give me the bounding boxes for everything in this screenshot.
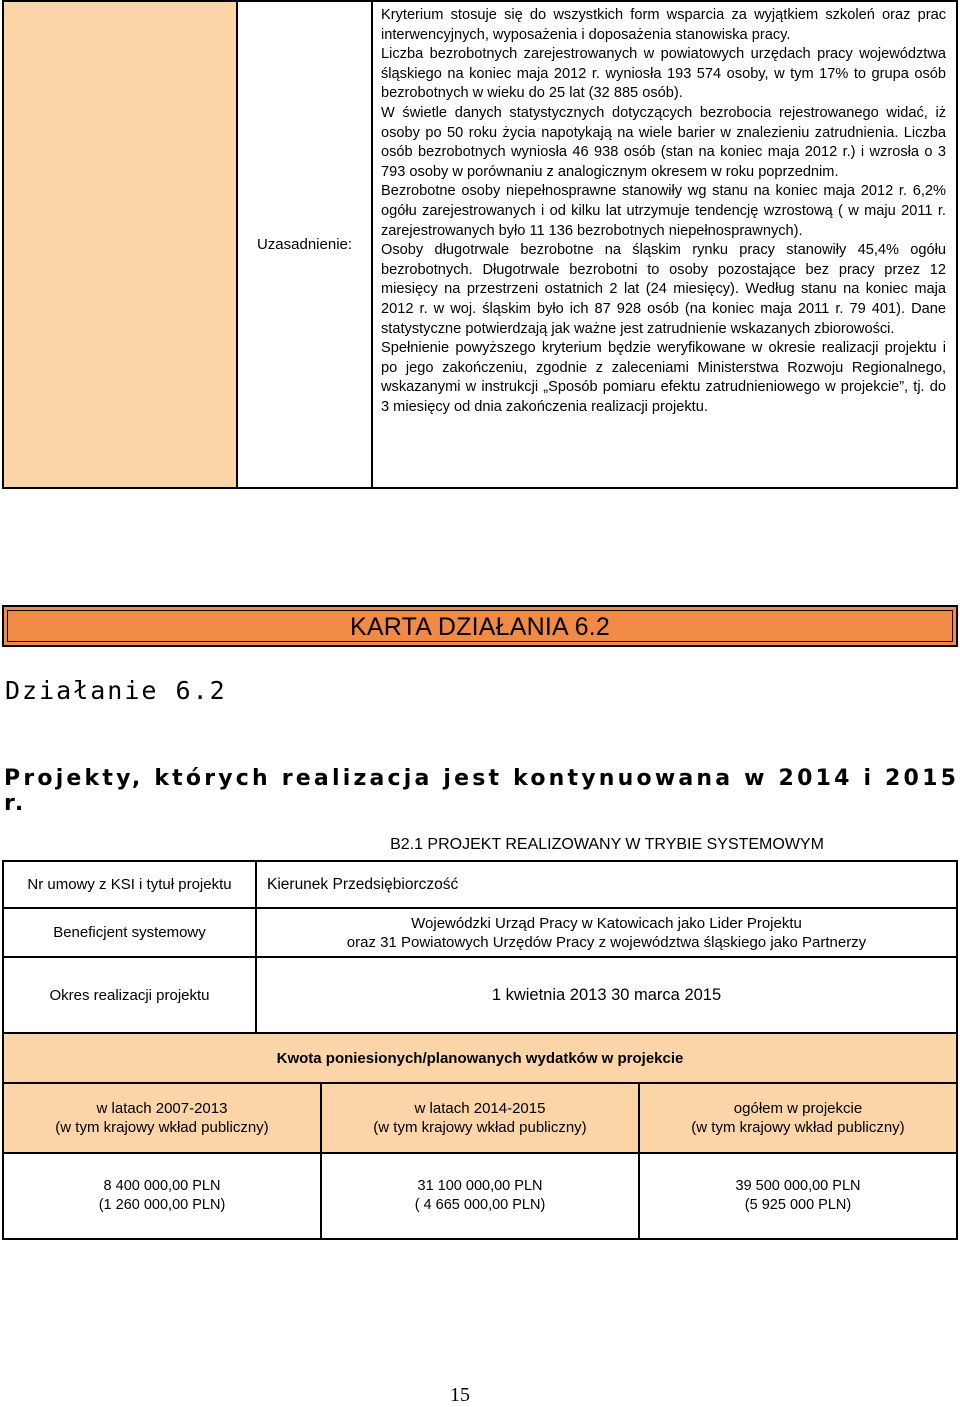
table-row — [4, 1084, 956, 1154]
amount-cell — [638, 1154, 956, 1238]
amount-national: (1 260 000,00 PLN) — [98, 1197, 226, 1213]
table-row — [4, 1154, 956, 1238]
justification-label: Uzasadnienie: — [238, 2, 373, 487]
justification-paragraph: Spełnienie powyższego kryterium będzie weryfikowane w okresie realizacji projektu i po jego zakończeniu, zgodnie z zaleceniami Ministerstwa Rozwoju Regionalnego, wskazanymi w instrukcji „Sposób pomiaru efektu zatrudnieniowego w projekcie”, tj. do 3 miesięcy od dnia zakończenia realizacji projektu. — [381, 340, 946, 415]
beneficiary-line: Wojewódzki Urząd Pracy w Katowicach jako Lider Projektu — [411, 914, 802, 932]
amount-value: 31 100 000,00 PLN — [417, 1178, 543, 1194]
row-label: Nr umowy z KSI i tytuł projektu — [4, 862, 257, 907]
justification-paragraph: W świetle danych statystycznych dotyczących bezrobocia rejestrowanego widać, iż osoby po 50 roku życia napotykają na wiele barier w znalezieniu zatrudnienia. Liczba osób bezrobotnych wyniosła 46 938 osób (stan na koniec maja 2012 r.) i wzrosła o 3 793 osoby w porównaniu z analogicznym okresem w roku poprzednim. — [381, 104, 946, 180]
table-row — [4, 862, 956, 909]
karta-banner — [2, 605, 958, 647]
karta-title: KARTA DZIAŁANIA 6.2 — [350, 613, 610, 641]
row-value: 1 kwietnia 2013 30 marca 2015 — [491, 986, 722, 1004]
justification-paragraph: Bezrobotne osoby niepełnosprawne stanowiły wg stanu na koniec maja 2012 r. 6,2% ogółu zarejestrowanych i od kilku lat utrzymuje tendencję wzrostową ( w maju 2011 r. zarejestrowanych było 11 136 bezrobotnych niepełnosprawnych). — [381, 183, 946, 239]
amount-value: 39 500 000,00 PLN — [735, 1178, 861, 1194]
row-label: Okres realizacji projektu — [4, 958, 257, 1033]
justification-left-shaded-cell — [4, 2, 238, 487]
page-number: 15 — [450, 1384, 470, 1406]
justification-table — [2, 0, 958, 489]
row-value — [257, 909, 956, 956]
amount-value: 8 400 000,00 PLN — [103, 1178, 221, 1194]
column-header-line: (w tym krajowy wkład publiczny) — [55, 1119, 269, 1136]
column-header — [4, 1084, 320, 1152]
beneficiary-line: oraz 31 Powiatowych Urzędów Pracy z województwa śląskiego jako Partnerzy — [346, 933, 867, 951]
column-header — [638, 1084, 956, 1152]
expenditure-table — [2, 1032, 958, 1240]
column-header-line: (w tym krajowy wkład publiczny) — [691, 1119, 905, 1136]
column-header — [320, 1084, 638, 1152]
row-label: Beneficjent systemowy — [4, 909, 257, 956]
amount-national: (5 925 000 PLN) — [744, 1197, 852, 1213]
table-row — [4, 958, 956, 1033]
table-row — [4, 909, 956, 958]
justification-paragraph: Osoby długotrwale bezrobotne na śląskim rynku pracy stanowiły 45,4% ogółu bezrobotnych. Długotrwale bezrobotni to osoby pozostające bez pracy przez 12 miesięcy na przestrzeni ostatnich 2 lat (24 miesięcy). Według stanu na koniec maja 2012 r. w woj. śląskim było ich 87 928 osób (na koniec maja 2011 r. 79 401). Dane statystyczne potwierdzają jak ważne jest zatrudnienie wskazanych zbiorowości. — [381, 242, 946, 337]
row-value: Kierunek Przedsiębiorczość — [267, 875, 459, 893]
justification-paragraph: Liczba bezrobotnych zarejestrowanych w powiatowych urzędach pracy województwa śląskiego na koniec maja 2012 r. wyniosła 193 574 osoby, w tym 17% to grupa osób bezrobotnych w wieku do 25 lat (32 885 osób). — [381, 46, 946, 102]
amount-national: ( 4 665 000,00 PLN) — [414, 1197, 546, 1213]
section-heading-projekty: Projekty, których realizacja jest kontynuowana w 2014 i 2015 r. — [4, 766, 960, 816]
expenditure-table-title: Kwota poniesionych/planowanych wydatków w projekcie — [4, 1034, 956, 1084]
amount-cell — [320, 1154, 638, 1238]
project-info-table — [2, 860, 958, 1035]
column-header-line: w latach 2014-2015 — [414, 1100, 546, 1117]
amount-cell — [4, 1154, 320, 1238]
justification-text — [373, 2, 956, 487]
section-heading-dzialanie: Działanie 6.2 — [5, 676, 227, 705]
column-header-line: (w tym krajowy wkład publiczny) — [373, 1119, 587, 1136]
column-header-line: w latach 2007-2013 — [96, 1100, 228, 1117]
justification-paragraph: Kryterium stosuje się do wszystkich form wsparcia za wyjątkiem szkoleń oraz prac interwencyjnych, wyposażenia i doposażenia stanowiska pracy. — [381, 7, 946, 43]
column-header-line: ogółem w projekcie — [733, 1100, 863, 1117]
project-table-header: B2.1 PROJEKT REALIZOWANY W TRYBIE SYSTEMOWYM — [390, 836, 824, 853]
